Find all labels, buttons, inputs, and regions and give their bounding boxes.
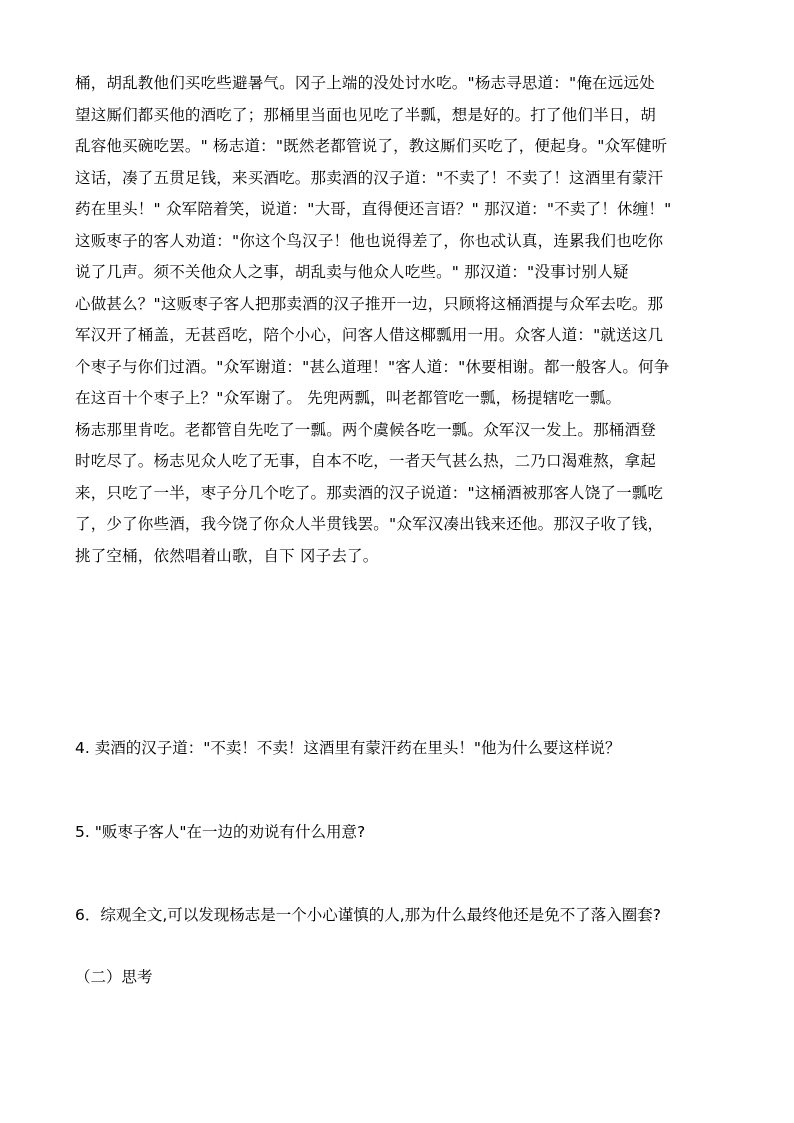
passage-line: 这贩枣子的客人劝道："你这个鸟汉子！他也说得差了，你也忒认真，连累我们也吃你: [75, 231, 664, 250]
question-4: 4. 卖酒的汉子道："不卖！不卖！这酒里有蒙汗药在里头！"他为什么要这样说？: [75, 739, 621, 757]
passage-line: 来，只吃了一半，枣子分几个吃了。那卖酒的汉子说道："这桶酒被那客人饶了一瓢吃: [75, 483, 664, 502]
passage-line: 时吃尽了。杨志见众人吃了无事，自本不吃，一者天气甚么热，二乃口渴难熬，拿起: [75, 452, 656, 470]
passage-line: 军汉开了桶盖，无甚舀吃，陪个小心，问客人借这椰瓢用一用。众客人道："就送这几: [75, 326, 664, 344]
question-6: 6．综观全文,可以发现杨志是一个小心谨慎的人,那为什么最终他还是免不了落入圈套?: [75, 906, 661, 924]
question-5: 5. "贩枣子客人"在一边的劝说有什么用意?: [75, 823, 366, 841]
passage-line: 药在里头！" 众军陪着笑，说道："大哥，直得便还言语？" 那汉道："不卖了！休缠！": [75, 200, 672, 218]
passage-line: 了，少了你些酒，我今饶了你众人半贯钱罢。"众军汉凑出钱来还他。那汉子收了钱，: [75, 515, 664, 533]
passage-line: 乱容他买碗吃罢。" 杨志道："既然老都管说了，教这厮们买吃了，便起身。"众军健听: [75, 137, 668, 155]
passage-line: 挑了空桶，依然唱着山歌，自下 冈子去了。: [75, 546, 379, 565]
passage-line: 杨志那里肯吃。老都管自先吃了一瓢。两个虞候各吃一瓢。众军汉一发上。那桶酒登: [75, 420, 656, 439]
passage-line: 这话，凑了五贯足钱，来买酒吃。那卖酒的汉子道："不卖了！不卖了！这酒里有蒙汗: [75, 168, 664, 187]
passage-line: 望这厮们都买他的酒吃了；那桶里当面也见吃了半瓢，想是好的。打了他们半日，胡: [75, 105, 656, 124]
passage-line: 说了几声。须不关他众人之事，胡乱卖与他众人吃些。" 那汉道："没事讨别人疑: [75, 263, 629, 281]
passage-line: 个枣子与你们过酒。"众军谢道："甚么道理！"客人道："休要相谢。都一般客人。何争: [75, 357, 670, 376]
passage-line: 在这百十个枣子上？"众军谢了。 先兜两瓢，叫老都管吃一瓢，杨提辖吃一瓢。: [75, 389, 622, 407]
section-heading: （二）思考: [75, 968, 153, 986]
passage-line: 桶，胡乱教他们买吃些避暑气。冈子上端的没处讨水吃。"杨志寻思道："俺在远远处: [75, 74, 655, 92]
reading-passage: [75, 68, 735, 572]
passage-line: 心做甚么？"这贩枣子客人把那卖酒的汉子推开一边，只顾将这桶酒提与众军去吃。那: [75, 294, 664, 313]
